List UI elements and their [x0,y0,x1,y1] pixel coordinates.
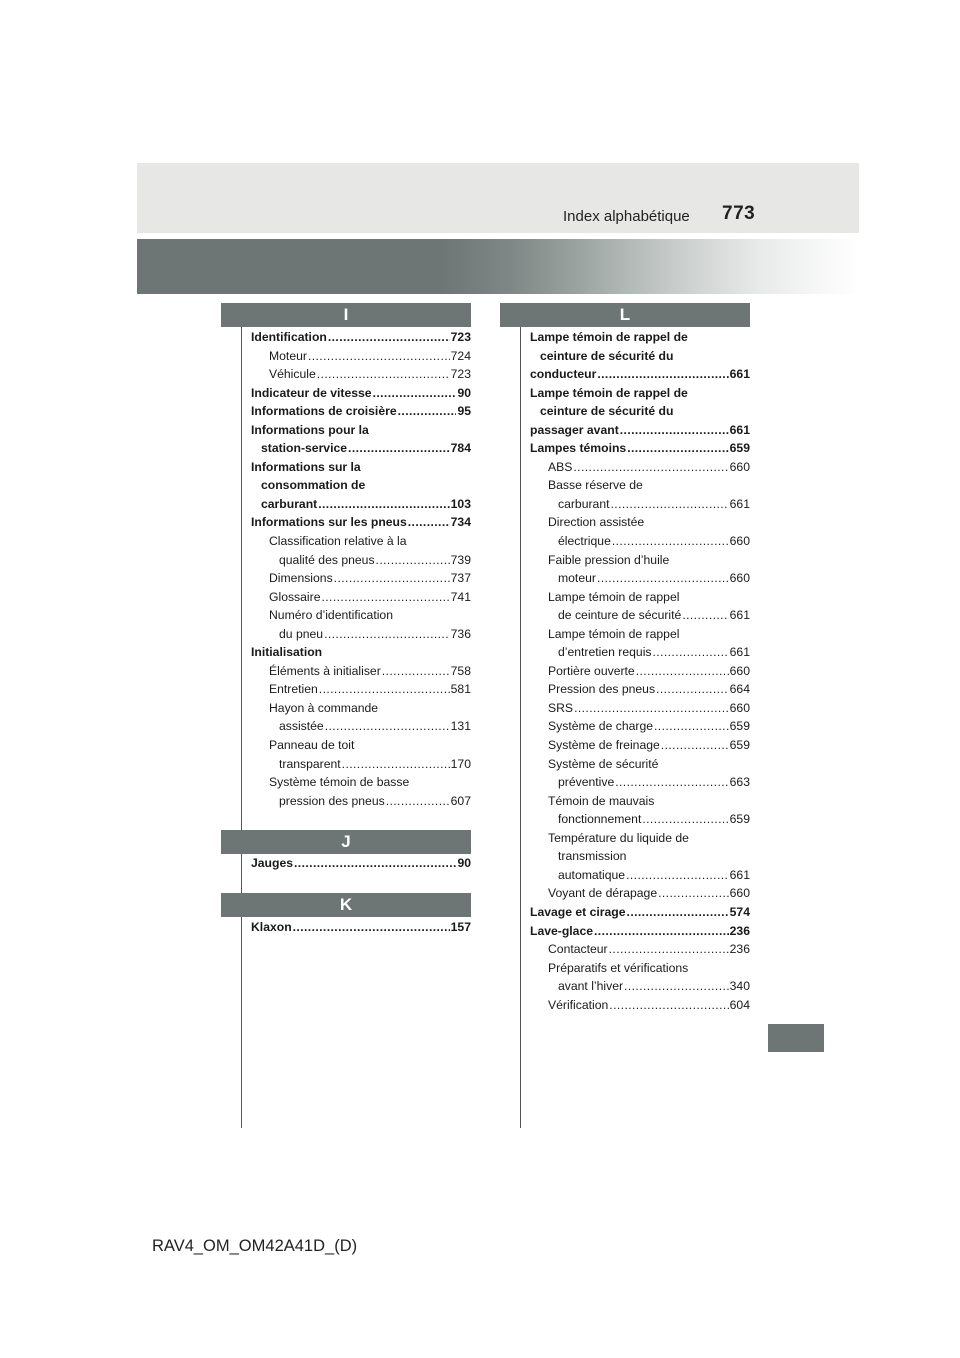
index-column-k [251,918,471,937]
index-subentry-line: Témoin de mauvais [548,793,655,808]
index-entry-line: Lampe témoin de rappel de [530,385,688,400]
index-entry: Lavage et cirage ..... 574 [530,903,750,922]
index-subentry: Voyant de dérapage ..... 660 [530,884,750,903]
index-subentry-line: Système de sécurité [548,756,659,771]
index-subentry-line: Numéro d’identification [269,608,393,623]
index-entry: Lave-glace ..... 236 [530,922,750,941]
index-subentry: transparent ..... 170 [251,755,471,774]
index-subentry: qualité des pneus ..... 739 [251,551,471,570]
document-code: RAV4_OM_OM42A41D_(D) [152,1237,358,1255]
index-entry: Identification ..... 723 [251,328,471,347]
index-subentry-line: Lampe témoin de rappel [548,626,680,641]
index-subentry: fonctionnement ..... 659 [530,810,750,829]
index-entry: conducteur ..... 661 [530,365,750,384]
index-subentry: pression des pneus ..... 607 [251,792,471,811]
index-entry: Indicateur de vitesse ..... 90 [251,384,471,403]
index-subentry-line: Préparatifs et vérifications [548,960,689,975]
index-subentry-line: Classification relative à la [269,534,407,549]
index-column-j [251,854,471,873]
index-subentry: ABS ..... 660 [530,458,750,477]
index-subentry: préventive ..... 663 [530,773,750,792]
index-subentry: Contacteur ..... 236 [530,940,750,959]
index-entry-line: Informations pour la [251,422,369,437]
index-subentry: assistée ..... 131 [251,717,471,736]
index-entry: Jauges ..... 90 [251,854,471,873]
index-subentry: carburant ..... 661 [530,495,750,514]
column-divider-left [241,303,242,1128]
index-subentry: Entretien ..... 581 [251,680,471,699]
index-entry: Informations de croisière ..... 95 [251,402,471,421]
header-gradient-band [137,239,859,294]
index-subentry-line: Température du liquide de [548,830,689,845]
index-column-l [530,328,750,1014]
index-subentry-line: Panneau de toit [269,738,355,753]
index-subentry-line: transmission [558,849,627,864]
index-entry: station-service ..... 784 [251,439,471,458]
index-column-i [251,328,471,810]
index-subentry: automatique ..... 661 [530,866,750,885]
index-subentry-line: Hayon à commande [269,700,379,715]
index-subentry: SRS ..... 660 [530,699,750,718]
header-title: Index alphabétique [563,208,690,225]
index-subentry: du pneu ..... 736 [251,625,471,644]
index-subentry-line: Faible pression d’huile [548,552,670,567]
index-subentry: d’entretien requis ..... 661 [530,643,750,662]
index-entry-line: consommation de [261,478,366,493]
index-entry: Klaxon ..... 157 [251,918,471,937]
chapter-tab [768,1024,824,1052]
index-subentry: Éléments à initialiser ..... 758 [251,662,471,681]
index-entry: carburant ..... 103 [251,495,471,514]
index-subentry: électrique ..... 660 [530,532,750,551]
index-entry-line: ceinture de sécurité du [540,348,674,363]
index-subentry-line: Système témoin de basse [269,775,410,790]
index-subentry: avant l’hiver ..... 340 [530,977,750,996]
page-number: 773 [722,203,756,224]
index-subentry: Système de freinage ..... 659 [530,736,750,755]
index-entry: Informations sur les pneus ..... 734 [251,513,471,532]
index-entry-line: Lampe témoin de rappel de [530,330,688,344]
index-subentry: Glossaire ..... 741 [251,588,471,607]
index-subentry-line: Lampe témoin de rappel [548,589,680,604]
index-entry-line: Initialisation [251,645,323,660]
index-subentry: de ceinture de sécurité ..... 661 [530,606,750,625]
index-entry: Lampes témoins ..... 659 [530,439,750,458]
index-subentry: Véhicule ..... 723 [251,365,471,384]
section-header-l: L [500,303,750,327]
index-subentry: Dimensions ..... 737 [251,569,471,588]
index-subentry: Moteur ..... 724 [251,347,471,366]
section-header-i: I [221,303,471,327]
index-subentry: Pression des pneus ..... 664 [530,680,750,699]
index-entry: passager avant ..... 661 [530,421,750,440]
index-subentry-line: Direction assistée [548,515,645,530]
index-subentry: moteur ..... 660 [530,569,750,588]
section-header-j: J [221,830,471,854]
index-entry-line: ceinture de sécurité du [540,404,674,419]
index-subentry: Système de charge ..... 659 [530,717,750,736]
index-subentry: Vérification ..... 604 [530,996,750,1015]
index-subentry-line: Basse réserve de [548,478,643,493]
index-subentry: Portière ouverte ..... 660 [530,662,750,681]
index-entry-line: Informations sur la [251,459,361,474]
column-divider-middle [520,303,521,1128]
section-header-k: K [221,893,471,917]
